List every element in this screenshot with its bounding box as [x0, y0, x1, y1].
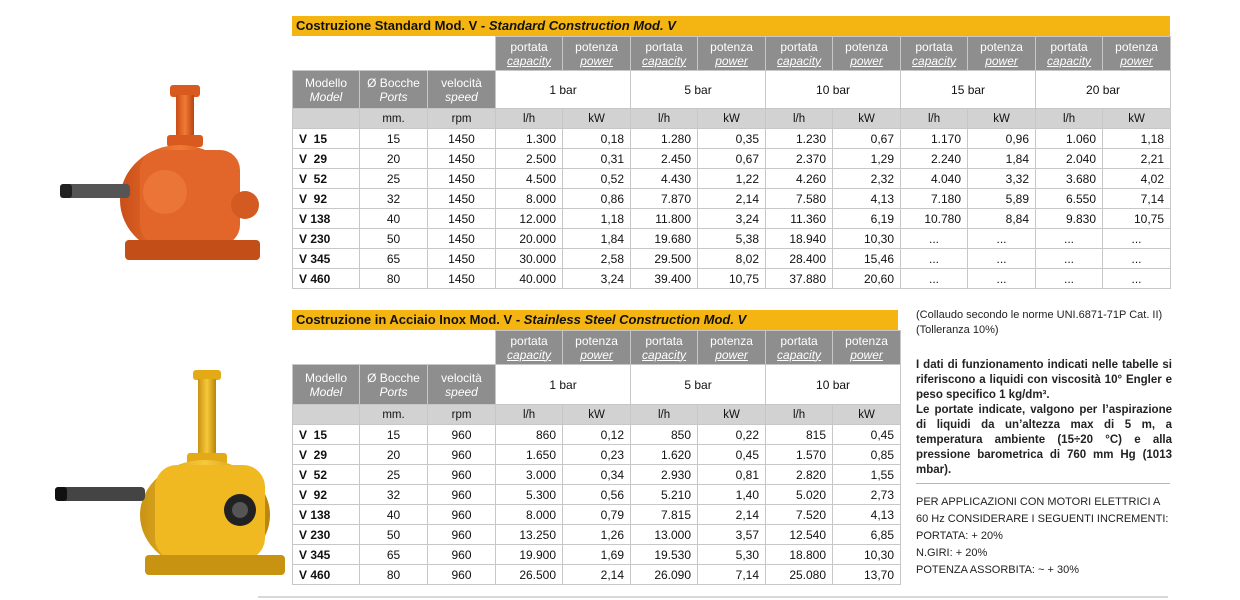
unit-lh: l/h	[631, 405, 698, 425]
capacity-cell: 1.620	[631, 445, 698, 465]
capacity-cell: 9.830	[1036, 209, 1103, 229]
power-cell: ...	[1103, 249, 1171, 269]
capacity-cell: ...	[1036, 249, 1103, 269]
power-cell: 4,13	[833, 189, 901, 209]
operating-paragraph-2: Le portate indicate, valgono per l’aspirazione di liquidi da un’altezza max di 5 m, a temperatura ambiente (15÷20 °C) e alla pressione barometrica di 760 mm Hg (1013 mbar).	[916, 404, 1172, 476]
capacity-cell: 12.540	[766, 525, 833, 545]
speed-cell: 1450	[428, 129, 496, 149]
power-cell: 0,67	[833, 129, 901, 149]
table-row	[293, 189, 1171, 209]
capacity-cell: 18.800	[766, 545, 833, 565]
capacity-cell: 20.000	[496, 229, 563, 249]
power-cell: 3,24	[698, 209, 766, 229]
motor-line-1: PER APPLICAZIONI CON MOTORI ELETTRICI A	[916, 496, 1161, 508]
speed-cell: 1450	[428, 229, 496, 249]
capacity-cell: 7.580	[766, 189, 833, 209]
col-power: potenza power	[1103, 37, 1171, 71]
power-cell: 0,23	[563, 445, 631, 465]
ports-cell: 15	[360, 425, 428, 445]
inox-title-en: Stainless Steel Construction Mod. V	[523, 312, 747, 327]
tolleranza-text: (Tolleranza 10%)	[916, 324, 999, 336]
capacity-cell: 8.000	[496, 505, 563, 525]
capacity-cell: 11.360	[766, 209, 833, 229]
speed-cell: 1450	[428, 269, 496, 289]
ports-cell: 32	[360, 485, 428, 505]
model-cell: V 52	[293, 465, 360, 485]
power-cell: 0,85	[833, 445, 901, 465]
col-power: potenza power	[833, 37, 901, 71]
standard-table	[292, 36, 1171, 289]
pressure-label: 1 bar	[496, 71, 631, 109]
power-cell: 0,86	[563, 189, 631, 209]
power-cell: 3,57	[698, 525, 766, 545]
power-cell: 2,21	[1103, 149, 1171, 169]
col-power: potenza power	[968, 37, 1036, 71]
model-cell: V 29	[293, 149, 360, 169]
model-cell: V 15	[293, 425, 360, 445]
table-row	[293, 465, 901, 485]
capacity-cell: 39.400	[631, 269, 698, 289]
power-cell: 1,84	[968, 149, 1036, 169]
power-cell: 0,34	[563, 465, 631, 485]
col-power: potenza power	[698, 331, 766, 365]
operating-data-note	[916, 358, 1172, 478]
table-row	[293, 229, 1171, 249]
pressure-label: 5 bar	[631, 71, 766, 109]
ports-cell: 25	[360, 169, 428, 189]
model-cell: V 345	[293, 545, 360, 565]
capacity-cell: 12.000	[496, 209, 563, 229]
model-cell: V 92	[293, 485, 360, 505]
capacity-cell: 860	[496, 425, 563, 445]
power-cell: 8,02	[698, 249, 766, 269]
capacity-cell: ...	[1036, 229, 1103, 249]
unit-lh: l/h	[1036, 109, 1103, 129]
power-cell: 0,56	[563, 485, 631, 505]
table-row	[293, 269, 1171, 289]
power-cell: 4,13	[833, 505, 901, 525]
capacity-cell: 8.000	[496, 189, 563, 209]
power-cell: 2,32	[833, 169, 901, 189]
capacity-cell: 4.430	[631, 169, 698, 189]
power-cell: 0,81	[698, 465, 766, 485]
col-ports: Ø Bocche Ports	[360, 71, 428, 109]
ports-cell: 20	[360, 445, 428, 465]
capacity-cell: ...	[901, 249, 968, 269]
motor-line-2: 60 Hz CONSIDERARE I SEGUENTI INCREMENTI:	[916, 513, 1169, 525]
unit-kw: kW	[833, 109, 901, 129]
power-cell: 2,58	[563, 249, 631, 269]
table-row	[293, 169, 1171, 189]
standard-section-title	[292, 16, 1170, 36]
power-cell: 0,18	[563, 129, 631, 149]
speed-cell: 1450	[428, 169, 496, 189]
power-cell: 2,14	[698, 189, 766, 209]
capacity-cell: 7.180	[901, 189, 968, 209]
notes-divider	[916, 483, 1170, 484]
speed-cell: 960	[428, 525, 496, 545]
pressure-label: 10 bar	[766, 71, 901, 109]
power-cell: 8,84	[968, 209, 1036, 229]
unit-kw: kW	[563, 405, 631, 425]
model-cell: V 29	[293, 445, 360, 465]
speed-cell: 1450	[428, 249, 496, 269]
power-cell: 1,29	[833, 149, 901, 169]
power-cell: 10,75	[698, 269, 766, 289]
power-cell: 1,18	[1103, 129, 1171, 149]
power-cell: 20,60	[833, 269, 901, 289]
speed-cell: 960	[428, 545, 496, 565]
capacity-cell: ...	[1036, 269, 1103, 289]
model-cell: V 15	[293, 129, 360, 149]
power-cell: 15,46	[833, 249, 901, 269]
table-row	[293, 525, 901, 545]
table-row	[293, 249, 1171, 269]
col-capacity: portata capacity	[631, 331, 698, 365]
inox-title-it: Costruzione in Acciaio Inox Mod. V -	[296, 312, 524, 327]
unit-kw: kW	[833, 405, 901, 425]
motor-line-3: PORTATA: + 20%	[916, 530, 1003, 542]
col-capacity: portata capacity	[496, 37, 563, 71]
motor-line-5: POTENZA ASSORBITA: ~ + 30%	[916, 564, 1080, 576]
col-ports: Ø Bocche Ports	[360, 365, 428, 405]
power-cell: 1,26	[563, 525, 631, 545]
ports-cell: 50	[360, 229, 428, 249]
model-cell: V 460	[293, 565, 360, 585]
capacity-cell: 6.550	[1036, 189, 1103, 209]
capacity-cell: 13.000	[631, 525, 698, 545]
capacity-cell: 2.500	[496, 149, 563, 169]
power-cell: 0,45	[833, 425, 901, 445]
capacity-cell: 815	[766, 425, 833, 445]
table-row	[293, 425, 901, 445]
power-cell: 3,24	[563, 269, 631, 289]
ports-cell: 50	[360, 525, 428, 545]
ports-cell: 15	[360, 129, 428, 149]
inox-pump-image	[55, 365, 285, 580]
model-cell: V 345	[293, 249, 360, 269]
power-cell: 6,19	[833, 209, 901, 229]
model-cell: V 138	[293, 209, 360, 229]
ports-cell: 65	[360, 545, 428, 565]
unit-lh: l/h	[496, 405, 563, 425]
power-cell: 1,69	[563, 545, 631, 565]
capacity-cell: 1.170	[901, 129, 968, 149]
ports-cell: 40	[360, 209, 428, 229]
power-cell: 10,30	[833, 545, 901, 565]
capacity-cell: 7.520	[766, 505, 833, 525]
ports-cell: 80	[360, 565, 428, 585]
capacity-cell: 2.930	[631, 465, 698, 485]
pressure-label: 20 bar	[1036, 71, 1171, 109]
power-cell: 0,35	[698, 129, 766, 149]
capacity-cell: 5.300	[496, 485, 563, 505]
capacity-cell: 2.240	[901, 149, 968, 169]
power-cell: 0,22	[698, 425, 766, 445]
table-row	[293, 545, 901, 565]
test-standard-note	[916, 308, 1176, 338]
capacity-cell: 4.260	[766, 169, 833, 189]
col-capacity: portata capacity	[766, 37, 833, 71]
inox-table-body	[293, 425, 901, 585]
model-cell: V 460	[293, 269, 360, 289]
capacity-cell: 2.820	[766, 465, 833, 485]
power-cell: 3,32	[968, 169, 1036, 189]
pressure-label: 5 bar	[631, 365, 766, 405]
capacity-cell: 5.210	[631, 485, 698, 505]
power-cell: 0,31	[563, 149, 631, 169]
col-capacity: portata capacity	[631, 37, 698, 71]
inox-section-title	[292, 310, 898, 330]
standard-title-en: Standard Construction Mod. V	[488, 18, 676, 33]
col-model: Modello Model	[293, 365, 360, 405]
speed-cell: 1450	[428, 209, 496, 229]
page-bottom-rule	[258, 596, 1168, 598]
power-cell: 0,96	[968, 129, 1036, 149]
speed-cell: 960	[428, 485, 496, 505]
standard-table-body	[293, 129, 1171, 289]
power-cell: 5,30	[698, 545, 766, 565]
capacity-cell: 19.680	[631, 229, 698, 249]
speed-cell: 960	[428, 565, 496, 585]
power-cell: 10,75	[1103, 209, 1171, 229]
capacity-cell: 4.500	[496, 169, 563, 189]
capacity-cell: 850	[631, 425, 698, 445]
unit-lh: l/h	[496, 109, 563, 129]
capacity-cell: ...	[901, 229, 968, 249]
col-power: potenza power	[563, 37, 631, 71]
operating-paragraph-1: I dati di funzionamento indicati nelle tabelle si riferiscono a liquidi con viscosità 10° Engler e peso specifico 1 kg/dm³.	[916, 359, 1172, 401]
power-cell: 6,85	[833, 525, 901, 545]
unit-kw: kW	[563, 109, 631, 129]
standard-title-it: Costruzione Standard Mod. V -	[296, 18, 489, 33]
unit-lh: l/h	[766, 405, 833, 425]
capacity-cell: 3.000	[496, 465, 563, 485]
power-cell: 0,79	[563, 505, 631, 525]
capacity-cell: 29.500	[631, 249, 698, 269]
table-row	[293, 149, 1171, 169]
table-row	[293, 445, 901, 465]
model-cell: V 230	[293, 229, 360, 249]
model-cell: V 92	[293, 189, 360, 209]
capacity-cell: 7.870	[631, 189, 698, 209]
pressure-label: 15 bar	[901, 71, 1036, 109]
col-speed: velocità speed	[428, 365, 496, 405]
power-cell: 7,14	[698, 565, 766, 585]
speed-cell: 960	[428, 425, 496, 445]
ports-cell: 40	[360, 505, 428, 525]
power-cell: 4,02	[1103, 169, 1171, 189]
capacity-cell: ...	[901, 269, 968, 289]
collaudo-text: (Collaudo secondo le norme UNI.6871-71P Cat. II)	[916, 309, 1163, 321]
capacity-cell: 18.940	[766, 229, 833, 249]
table-row	[293, 485, 901, 505]
unit-mm: mm.	[360, 405, 428, 425]
power-cell: 0,67	[698, 149, 766, 169]
col-capacity: portata capacity	[901, 37, 968, 71]
model-cell: V 230	[293, 525, 360, 545]
power-cell: ...	[1103, 229, 1171, 249]
table-row	[293, 209, 1171, 229]
power-cell: 0,52	[563, 169, 631, 189]
unit-lh: l/h	[631, 109, 698, 129]
capacity-cell: 30.000	[496, 249, 563, 269]
power-cell: ...	[968, 229, 1036, 249]
capacity-cell: 1.060	[1036, 129, 1103, 149]
col-capacity: portata capacity	[1036, 37, 1103, 71]
power-cell: 5,38	[698, 229, 766, 249]
unit-rpm: rpm	[428, 109, 496, 129]
capacity-cell: 7.815	[631, 505, 698, 525]
power-cell: 1,84	[563, 229, 631, 249]
capacity-cell: 1.650	[496, 445, 563, 465]
col-power: potenza power	[563, 331, 631, 365]
power-cell: 13,70	[833, 565, 901, 585]
pressure-label: 1 bar	[496, 365, 631, 405]
speed-cell: 960	[428, 445, 496, 465]
capacity-cell: 3.680	[1036, 169, 1103, 189]
model-cell: V 138	[293, 505, 360, 525]
ports-cell: 32	[360, 189, 428, 209]
capacity-cell: 4.040	[901, 169, 968, 189]
power-cell: 1,22	[698, 169, 766, 189]
speed-cell: 1450	[428, 149, 496, 169]
table-row	[293, 505, 901, 525]
capacity-cell: 13.250	[496, 525, 563, 545]
capacity-cell: 19.900	[496, 545, 563, 565]
capacity-cell: 1.300	[496, 129, 563, 149]
table-row	[293, 129, 1171, 149]
capacity-cell: 26.500	[496, 565, 563, 585]
unit-lh: l/h	[901, 109, 968, 129]
capacity-cell: 10.780	[901, 209, 968, 229]
power-cell: 2,73	[833, 485, 901, 505]
unit-lh: l/h	[766, 109, 833, 129]
ports-cell: 20	[360, 149, 428, 169]
unit-kw: kW	[1103, 109, 1171, 129]
capacity-cell: 5.020	[766, 485, 833, 505]
table-row	[293, 565, 901, 585]
power-cell: ...	[968, 269, 1036, 289]
power-cell: 2,14	[698, 505, 766, 525]
speed-cell: 960	[428, 465, 496, 485]
capacity-cell: 1.230	[766, 129, 833, 149]
ports-cell: 80	[360, 269, 428, 289]
unit-rpm: rpm	[428, 405, 496, 425]
power-cell: 0,45	[698, 445, 766, 465]
col-capacity: portata capacity	[496, 331, 563, 365]
motor-line-4: N.GIRI: + 20%	[916, 547, 988, 559]
col-speed: velocità speed	[428, 71, 496, 109]
capacity-cell: 2.450	[631, 149, 698, 169]
capacity-cell: 37.880	[766, 269, 833, 289]
power-cell: 10,30	[833, 229, 901, 249]
capacity-cell: 2.040	[1036, 149, 1103, 169]
capacity-cell: 28.400	[766, 249, 833, 269]
power-cell: 0,12	[563, 425, 631, 445]
capacity-cell: 26.090	[631, 565, 698, 585]
power-cell: 2,14	[563, 565, 631, 585]
power-cell: ...	[1103, 269, 1171, 289]
motor-60hz-note	[916, 494, 1176, 579]
power-cell: 1,40	[698, 485, 766, 505]
power-cell: ...	[968, 249, 1036, 269]
power-cell: 7,14	[1103, 189, 1171, 209]
unit-kw: kW	[698, 405, 766, 425]
pressure-label: 10 bar	[766, 365, 901, 405]
unit-kw: kW	[698, 109, 766, 129]
speed-cell: 960	[428, 505, 496, 525]
capacity-cell: 2.370	[766, 149, 833, 169]
col-capacity: portata capacity	[766, 331, 833, 365]
power-cell: 1,18	[563, 209, 631, 229]
unit-mm: mm.	[360, 109, 428, 129]
inox-table	[292, 330, 901, 585]
capacity-cell: 19.530	[631, 545, 698, 565]
col-model: Modello Model	[293, 71, 360, 109]
col-power: potenza power	[833, 331, 901, 365]
capacity-cell: 11.800	[631, 209, 698, 229]
capacity-cell: 25.080	[766, 565, 833, 585]
speed-cell: 1450	[428, 189, 496, 209]
unit-kw: kW	[968, 109, 1036, 129]
power-cell: 5,89	[968, 189, 1036, 209]
capacity-cell: 40.000	[496, 269, 563, 289]
power-cell: 1,55	[833, 465, 901, 485]
ports-cell: 25	[360, 465, 428, 485]
ports-cell: 65	[360, 249, 428, 269]
col-power: potenza power	[698, 37, 766, 71]
capacity-cell: 1.570	[766, 445, 833, 465]
standard-pump-image	[55, 80, 265, 275]
capacity-cell: 1.280	[631, 129, 698, 149]
model-cell: V 52	[293, 169, 360, 189]
